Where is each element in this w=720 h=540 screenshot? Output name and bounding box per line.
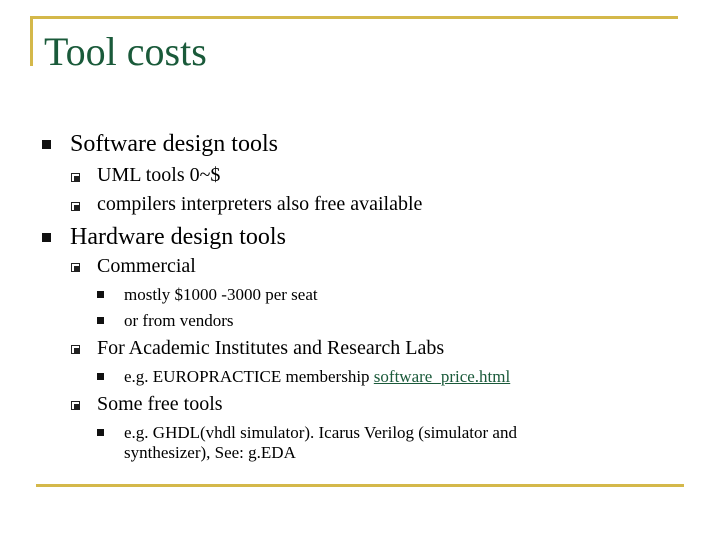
bullet-price-seat: mostly $1000 -3000 per seat [124, 285, 318, 304]
bullet-uml: UML tools 0~$ [97, 164, 221, 186]
bullet-hollow-square-icon [71, 345, 80, 354]
bullet-ghdl-line2: synthesizer), See: g.EDA [124, 443, 296, 462]
bullet-hollow-square-icon [71, 401, 80, 410]
top-rule [32, 16, 678, 19]
software-price-link[interactable]: software_price.html [373, 367, 511, 386]
bullet-compilers: compilers interpreters also free available [97, 193, 423, 215]
bullet-ghdl-line1: e.g. GHDL(vhdl simulator). Icarus Verilog (simulator and [124, 423, 517, 442]
bullet-academic: For Academic Institutes and Research Labs [97, 337, 445, 359]
bullet-hardware: Hardware design tools [70, 224, 286, 250]
bullet-square-icon [97, 429, 104, 436]
left-rule [30, 16, 33, 66]
bullet-hollow-square-icon [71, 263, 80, 272]
bullet-square-icon [42, 233, 51, 242]
bullet-square-icon [97, 317, 104, 324]
bullet-free-tools: Some free tools [97, 393, 223, 415]
bullet-hollow-square-icon [71, 202, 80, 211]
slide-title: Tool costs [44, 29, 207, 74]
bullet-europractice [124, 366, 510, 388]
bullet-software: Software design tools [70, 131, 278, 157]
bullet-vendors: or from vendors [124, 311, 234, 330]
bullet-commercial: Commercial [97, 255, 196, 277]
europractice-text: e.g. EUROPRACTICE membership [124, 367, 374, 386]
bullet-square-icon [97, 291, 104, 298]
bottom-rule [36, 484, 684, 487]
bullet-square-icon [97, 373, 104, 380]
bullet-hollow-square-icon [71, 173, 80, 182]
bullet-square-icon [42, 140, 51, 149]
